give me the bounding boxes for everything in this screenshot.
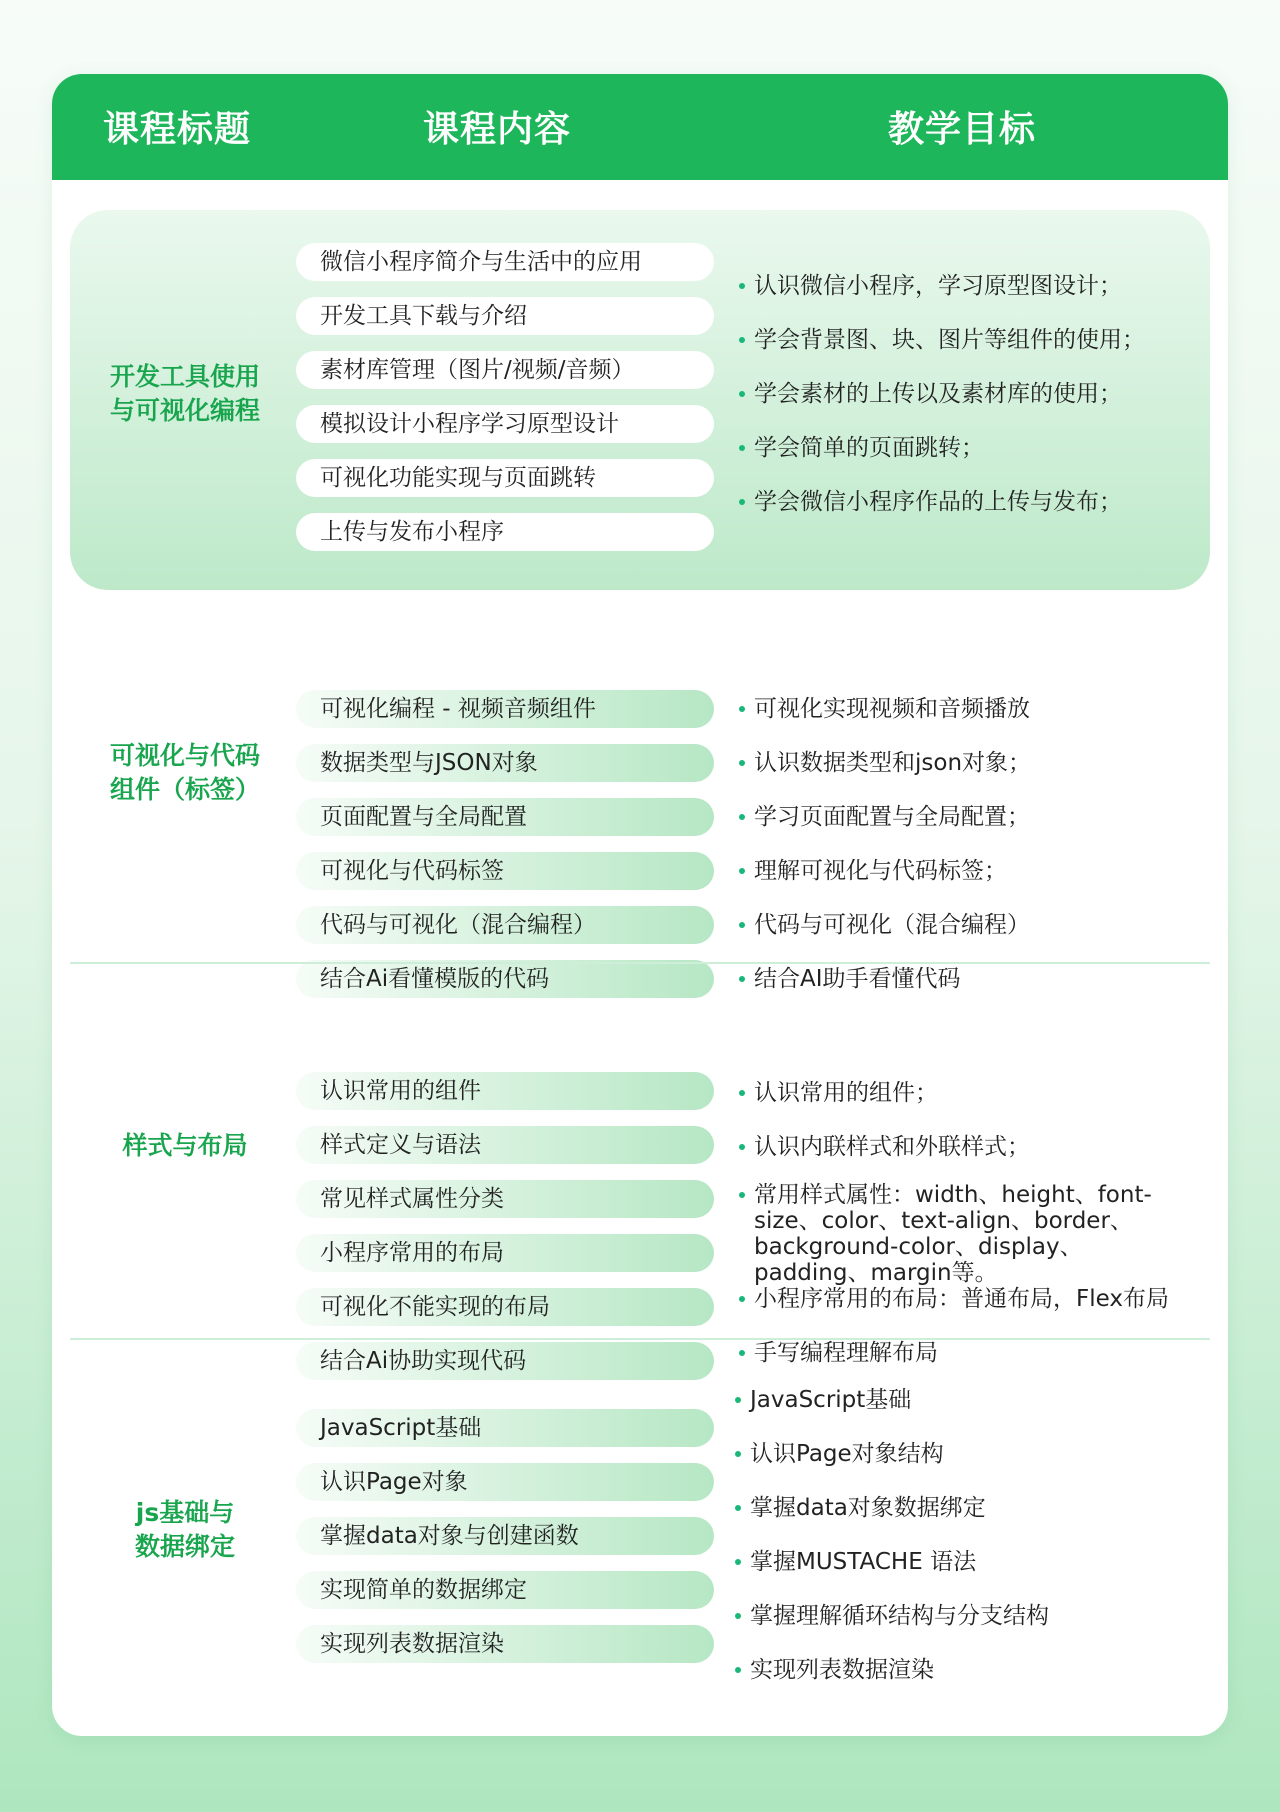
objective-item: 可视化实现视频和音频播放 xyxy=(738,696,1198,722)
content-item: 开发工具下载与介绍 xyxy=(296,297,714,335)
content-item: 样式定义与语法 xyxy=(296,1126,714,1164)
content-item: 实现列表数据渲染 xyxy=(296,1625,714,1663)
objective-item: 学会简单的页面跳转； xyxy=(738,435,1198,461)
section-title xyxy=(70,1129,300,1163)
objective-item: 实现列表数据渲染 xyxy=(734,1657,1194,1683)
content-item: JavaScript基础 xyxy=(296,1409,714,1447)
section-title xyxy=(70,360,300,428)
header-course-title: 课程标题 xyxy=(102,109,251,150)
section-dev-tools xyxy=(70,210,1210,590)
content-item: 可视化编程 - 视频音频组件 xyxy=(296,690,714,728)
objective-item: 掌握理解循环结构与分支结构 xyxy=(734,1603,1194,1629)
content-item: 结合Ai看懂模版的代码 xyxy=(296,960,714,998)
section-title-text: 可视化与代码 组件（标签） xyxy=(109,741,260,804)
content-item: 可视化功能实现与页面跳转 xyxy=(296,459,714,497)
objective-item: 掌握MUSTACHE 语法 xyxy=(734,1549,1194,1575)
objective-item: 常用样式属性：width、height、font-size、color、text-align、border、background-color、display、padding、margin等。 xyxy=(738,1182,1198,1286)
content-item: 上传与发布小程序 xyxy=(296,513,714,551)
content-item: 认识Page对象 xyxy=(296,1463,714,1501)
objective-item: 学会背景图、块、图片等组件的使用； xyxy=(738,327,1198,353)
objective-item: 认识内联样式和外联样式； xyxy=(738,1134,1198,1160)
section-title xyxy=(70,739,300,807)
objective-item: 手写编程理解布局 xyxy=(738,1340,1198,1366)
section-js-databind xyxy=(70,1340,1210,1720)
content-item: 素材库管理（图片/视频/音频） xyxy=(296,351,714,389)
section-visual-code xyxy=(70,614,1210,992)
objective-item: JavaScript基础 xyxy=(734,1387,1194,1413)
section-title xyxy=(70,1496,300,1564)
table-header xyxy=(52,74,1228,180)
objective-item: 小程序常用的布局：普通布局，Flex布局 xyxy=(738,1286,1198,1312)
section-title-text: 开发工具使用 与可视化编程 xyxy=(109,362,260,425)
objective-item: 学会素材的上传以及素材库的使用； xyxy=(738,381,1198,407)
course-table-card xyxy=(52,74,1228,1736)
content-item: 代码与可视化（混合编程） xyxy=(296,906,714,944)
objective-item: 代码与可视化（混合编程） xyxy=(738,912,1198,938)
content-item: 认识常用的组件 xyxy=(296,1072,714,1110)
objective-item: 认识微信小程序，学习原型图设计； xyxy=(738,273,1198,299)
content-item: 模拟设计小程序学习原型设计 xyxy=(296,405,714,443)
content-item: 可视化不能实现的布局 xyxy=(296,1288,714,1326)
section-title-text: 样式与布局 xyxy=(122,1131,248,1160)
header-course-content: 课程内容 xyxy=(422,109,571,150)
section-style-layout xyxy=(70,964,1210,1374)
content-item: 掌握data对象与创建函数 xyxy=(296,1517,714,1555)
content-item: 小程序常用的布局 xyxy=(296,1234,714,1272)
objective-item: 认识数据类型和json对象； xyxy=(738,750,1198,776)
content-item: 数据类型与JSON对象 xyxy=(296,744,714,782)
objective-item: 认识Page对象结构 xyxy=(734,1441,1194,1467)
objective-item: 掌握data对象数据绑定 xyxy=(734,1495,1194,1521)
section-title-text: js基础与 数据绑定 xyxy=(134,1498,235,1561)
content-item: 常见样式属性分类 xyxy=(296,1180,714,1218)
objective-item: 认识常用的组件； xyxy=(738,1080,1198,1106)
content-item: 可视化与代码标签 xyxy=(296,852,714,890)
objective-item: 学习页面配置与全局配置； xyxy=(738,804,1198,830)
objective-item: 理解可视化与代码标签； xyxy=(738,858,1198,884)
content-item: 实现简单的数据绑定 xyxy=(296,1571,714,1609)
content-item: 微信小程序简介与生活中的应用 xyxy=(296,243,714,281)
content-item: 页面配置与全局配置 xyxy=(296,798,714,836)
header-teaching-goal: 教学目标 xyxy=(887,109,1036,150)
objective-item: 学会微信小程序作品的上传与发布； xyxy=(738,489,1198,515)
objective-item: 结合AI助手看懂代码 xyxy=(738,966,1198,992)
content-item: 结合Ai协助实现代码 xyxy=(296,1342,714,1380)
